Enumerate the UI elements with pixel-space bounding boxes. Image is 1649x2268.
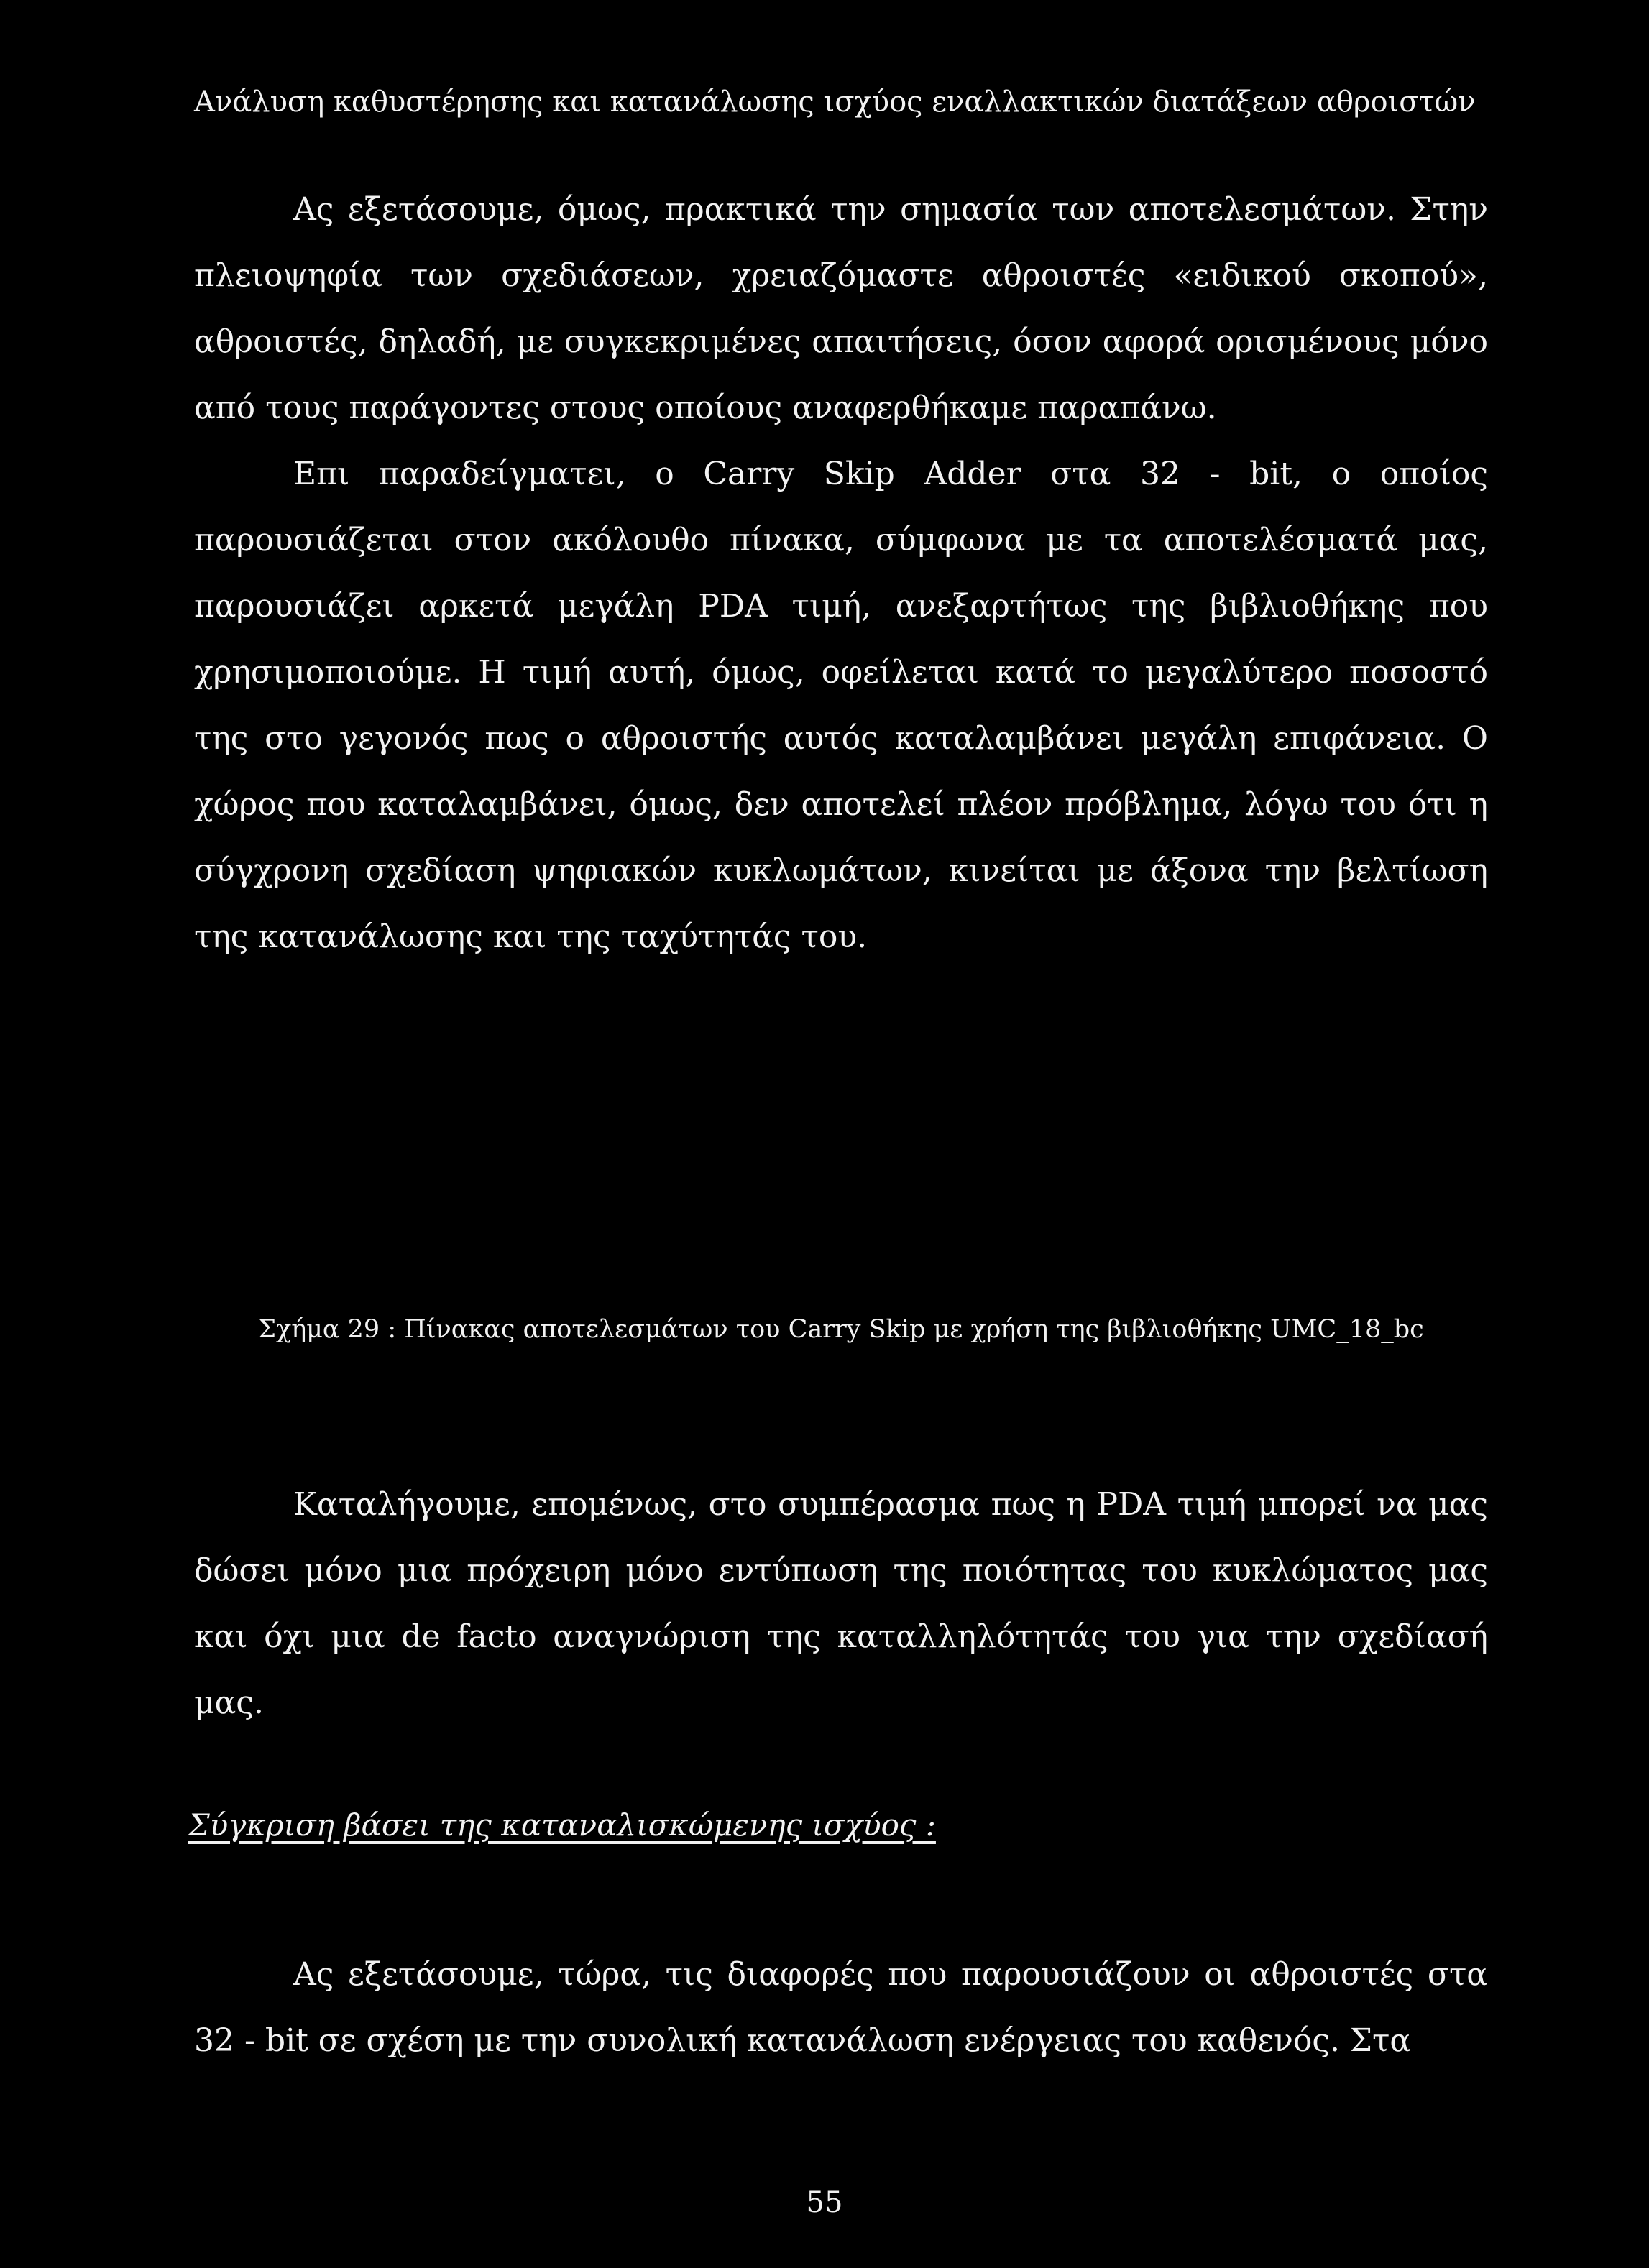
running-header: Ανάλυση καθυστέρησης και κατανάλωσης ισχύος εναλλακτικών διατάξεων αθροιστών — [194, 86, 1476, 119]
page-number: 55 — [806, 2186, 843, 2219]
figure-caption: Σχήμα 29 : Πίνακας αποτελεσμάτων του Carry Skip με χρήση της βιβλιοθήκης UMC_18_bc — [258, 1315, 1424, 1344]
paragraph-pda-conclusion: Καταλήγουμε, επομένως, στο συμπέρασμα πως η PDA τιμή μπορεί να μας δώσει μόνο μια πρόχειρη μόνο εντύπωση της ποιότητας του κυκλώματος μας και όχι μια de facto αναγνώριση της καταλληλότητάς του για την σχεδίασή μας. — [194, 1486, 1488, 1721]
paragraph-power-comparison: Ας εξετάσουμε, τώρα, τις διαφορές που παρουσιάζουν οι αθροιστές στα 32 - bit σε σχέση με την συνολική κατανάλωση ενέργειας του καθενός. Στα — [194, 1956, 1488, 2059]
paragraph-carry-skip-example: Επι παραδείγματει, ο Carry Skip Adder στα 32 - bit, ο οποίος παρουσιάζεται στον ακόλουθο πίνακα, σύμφωνα με τα αποτελέσματά μας, παρουσιάζει αρκετά μεγάλη PDA τιμή, ανεξαρτήτως της βιβλιοθήκης που χρησιμοποιούμε. Η τιμή αυτή, όμως, οφείλεται κατά το μεγαλύτερο ποσοστό της στο γεγονός πως ο αθροιστής αυτός καταλαμβάνει μεγάλη επιφάνεια. Ο χώρος που καταλαμβάνει, όμως, δεν αποτελεί πλέον πρόβλημα, λόγω του ότι η σύγχρονη σχεδίαση ψηφιακών κυκλωμάτων, κινείται με άξονα την βελτίωση της κατανάλωσης και της ταχύτητάς του. — [194, 456, 1488, 955]
body-text-top — [194, 177, 1488, 970]
body-text-conclusion — [194, 1472, 1488, 1736]
section-heading-power-comparison: Σύγκριση βάσει της καταναλισκώμενης ισχύος : — [188, 1807, 936, 1843]
paragraph-results-significance: Ας εξετάσουμε, όμως, πρακτικά την σημασία των αποτελεσμάτων. Στην πλειοψηφία των σχεδιάσεων, χρειαζόμαστε αθροιστές «ειδικού σκοπού», αθροιστές, δηλαδή, με συγκεκριμένες απαιτήσεις, όσον αφορά ορισμένους μόνο από τους παράγοντες στους οποίους αναφερθήκαμε παραπάνω. — [194, 191, 1488, 426]
body-text-bottom — [194, 1942, 1488, 2074]
